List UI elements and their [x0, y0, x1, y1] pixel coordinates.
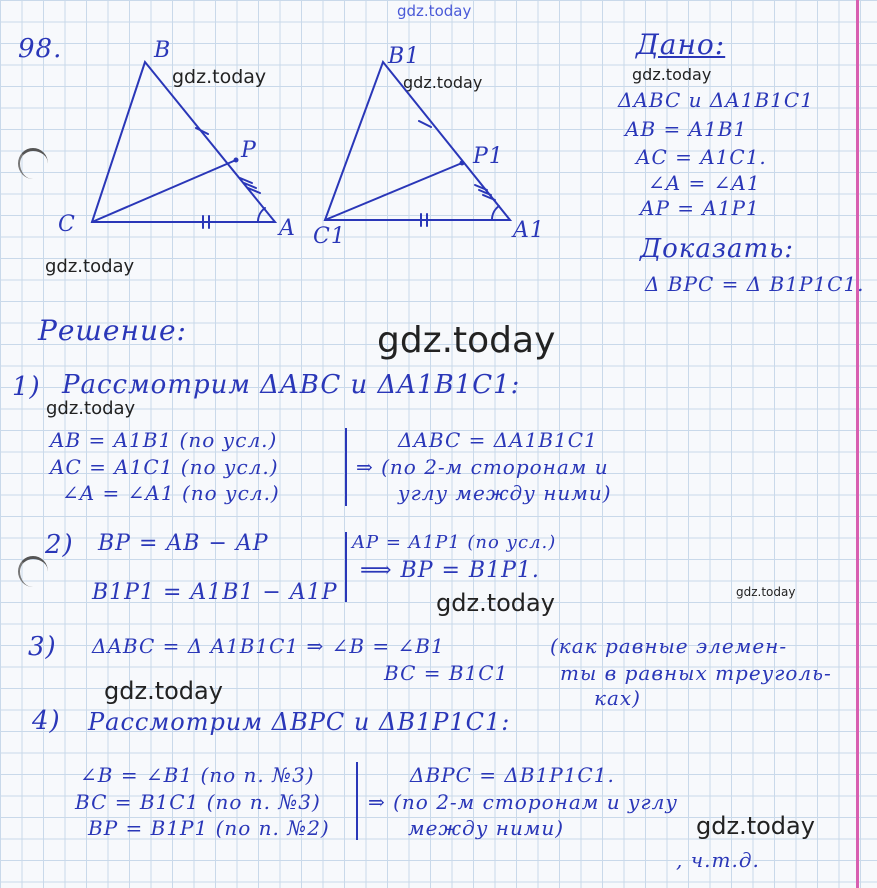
step4-left-line: BP = B1P1 (по п. №2) — [88, 816, 330, 840]
step3-note: (как равные элемен- — [550, 634, 788, 658]
step4-right-line: ⇒ (по 2-м сторонам и углу — [368, 790, 678, 814]
step4-end: , ч.т.д. — [676, 848, 760, 872]
step1-right-line: ⇒ (по 2-м сторонам и — [356, 455, 609, 479]
step4-number: 4) — [32, 706, 61, 736]
segment-c1p1 — [325, 163, 462, 220]
step4-divider — [356, 762, 358, 840]
watermark-large: gdz.today — [377, 320, 556, 361]
solution-title: Решение: — [38, 314, 187, 347]
watermark: gdz.today — [104, 677, 223, 705]
watermark: gdz.today — [696, 812, 815, 840]
watermark: gdz.today — [46, 398, 136, 419]
watermark: gdz.today — [45, 256, 135, 277]
step3-note: ты в равных треуголь- — [560, 661, 832, 685]
watermark-top: gdz.today — [397, 2, 472, 20]
watermark: gdz.today — [632, 65, 712, 84]
step4-left-line: ∠B = ∠B1 (по п. №3) — [80, 763, 315, 787]
problem-number: 98. — [18, 34, 63, 64]
step2-divider — [345, 532, 347, 602]
step2-right-line: ⟹ BP = B1P1. — [360, 558, 540, 583]
given-line: ΔABC и ΔA1B1C1 — [618, 88, 814, 112]
prove-statement: Δ BPC = Δ B1P1C1. — [645, 272, 865, 296]
step2-number: 2) — [45, 530, 74, 560]
vertex-p: P — [241, 138, 257, 163]
step1-left-line: AC = A1C1 (по усл.) — [50, 455, 279, 479]
step1-number: 1) — [12, 372, 41, 402]
vertex-a1: A1 — [513, 218, 545, 243]
given-line: AP = A1P1 — [640, 196, 760, 220]
step1-right-line: углу между ними) — [398, 481, 612, 505]
segment-cp — [92, 160, 236, 222]
vertex-b: B — [154, 38, 172, 63]
step2-left-line: B1P1 = A1B1 − A1P — [92, 580, 338, 605]
step1-heading: Рассмотрим ΔABC и ΔA1B1C1: — [62, 370, 521, 400]
watermark: gdz.today — [403, 73, 483, 92]
step3-note: ках) — [594, 686, 641, 710]
step1-left-line: ∠A = ∠A1 (по усл.) — [62, 481, 280, 505]
vertex-b1: B1 — [388, 44, 421, 69]
step1-left-line: AB = A1B1 (по усл.) — [50, 428, 278, 452]
vertex-c: C — [58, 212, 76, 237]
vertex-a: A — [279, 216, 296, 241]
vertex-p1: P1 — [473, 144, 504, 169]
vertex-c1: C1 — [313, 224, 346, 249]
given-line: AC = A1C1. — [636, 145, 767, 169]
given-title: Дано: — [636, 28, 726, 61]
watermark-small: gdz.today — [736, 585, 796, 599]
given-line: AB = A1B1 — [625, 117, 748, 141]
watermark: gdz.today — [172, 66, 267, 88]
step2-left-line: BP = AB − AP — [98, 531, 269, 556]
step4-right-line: между ними) — [408, 816, 565, 840]
given-line: ∠A = ∠A1 — [648, 171, 761, 195]
step4-heading: Рассмотрим ΔBPC и ΔB1P1C1: — [88, 708, 511, 736]
step4-left-line: BC = B1C1 (по п. №3) — [75, 790, 321, 814]
prove-title: Доказать: — [640, 234, 795, 264]
watermark: gdz.today — [436, 589, 555, 617]
step3-line: ΔABC = Δ A1B1C1 ⇒ ∠B = ∠B1 — [92, 634, 445, 658]
step3-line: BC = B1C1 — [384, 661, 509, 685]
step1-divider — [345, 428, 347, 506]
step2-right-line: AP = A1P1 (по усл.) — [352, 532, 557, 553]
triangle-a1b1c1 — [325, 62, 510, 220]
step1-right-line: ΔABC = ΔA1B1C1 — [398, 428, 598, 452]
step3-number: 3) — [28, 632, 57, 662]
step4-right-line: ΔBPC = ΔB1P1C1. — [410, 763, 615, 787]
